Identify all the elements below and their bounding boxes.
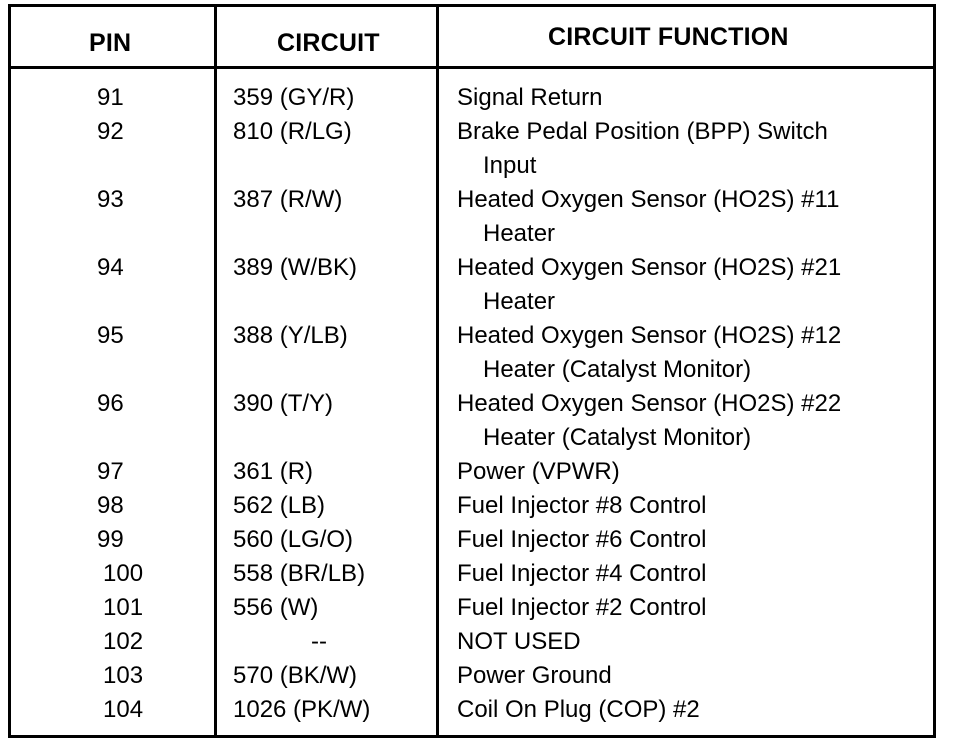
function-line: Fuel Injector #8 Control [457, 492, 707, 519]
function-line: Signal Return [457, 84, 603, 111]
pin-cell: 91 [97, 84, 124, 111]
function-line: Heater (Catalyst Monitor) [483, 356, 752, 383]
function-cell [457, 557, 706, 591]
pin-cell: 102 [103, 628, 144, 655]
circuit-cell: 560 (LG/O) [233, 526, 354, 553]
circuit-cell: 388 (Y/LB) [233, 322, 348, 349]
circuit-cell: 570 (BK/W) [233, 662, 358, 689]
column-divider-1 [214, 7, 217, 735]
pin-cell: 96 [97, 390, 124, 417]
header-pin: PIN [89, 29, 132, 57]
function-line: Power Ground [457, 662, 612, 689]
circuit-cell: 389 (W/BK) [233, 254, 358, 281]
circuit-cell: 361 (R) [233, 458, 314, 485]
header-circuit: CIRCUIT [277, 29, 380, 57]
function-line: Coil On Plug (COP) #2 [457, 696, 700, 723]
function-cell [457, 115, 828, 183]
pin-cell: 93 [97, 186, 124, 213]
pin-cell: 104 [103, 696, 144, 723]
function-cell [457, 387, 841, 455]
circuit-cell: 556 (W) [233, 594, 319, 621]
pin-cell: 98 [97, 492, 124, 519]
circuit-cell: 562 (LB) [233, 492, 326, 519]
function-line: Brake Pedal Position (BPP) Switch [457, 118, 828, 145]
pin-cell: 100 [103, 560, 144, 587]
circuit-cell: 810 (R/LG) [233, 118, 352, 145]
pin-cell: 103 [103, 662, 144, 689]
function-cell [457, 591, 706, 625]
function-cell [457, 319, 841, 387]
function-cell [457, 81, 602, 115]
function-line: Heated Oxygen Sensor (HO2S) #11 [457, 186, 840, 213]
function-line: Heater [483, 220, 556, 247]
pin-cell: 97 [97, 458, 124, 485]
function-line: Input [483, 152, 537, 179]
function-cell [457, 523, 706, 557]
function-cell [457, 183, 839, 251]
function-cell [457, 659, 612, 693]
function-cell [457, 455, 620, 489]
circuit-cell: -- [311, 628, 327, 655]
function-cell [457, 251, 841, 319]
circuit-cell: 1026 (PK/W) [233, 696, 371, 723]
pin-cell: 101 [103, 594, 144, 621]
header-circuit-function: CIRCUIT FUNCTION [548, 23, 789, 51]
function-cell [457, 625, 581, 659]
function-line: Fuel Injector #4 Control [457, 560, 707, 587]
column-divider-2 [436, 7, 439, 735]
function-line: Power (VPWR) [457, 458, 620, 485]
function-line: Heated Oxygen Sensor (HO2S) #22 [457, 390, 842, 417]
function-cell [457, 489, 706, 523]
function-line: Heater [483, 288, 556, 315]
function-line: Heated Oxygen Sensor (HO2S) #21 [457, 254, 842, 281]
function-line: Heated Oxygen Sensor (HO2S) #12 [457, 322, 842, 349]
function-line: Fuel Injector #2 Control [457, 594, 707, 621]
pin-table [8, 4, 936, 738]
function-line: Heater (Catalyst Monitor) [483, 424, 752, 451]
pin-cell: 94 [97, 254, 124, 281]
pin-cell: 95 [97, 322, 124, 349]
function-line: Fuel Injector #6 Control [457, 526, 707, 553]
circuit-cell: 359 (GY/R) [233, 84, 355, 111]
circuit-cell: 558 (BR/LB) [233, 560, 366, 587]
function-cell [457, 693, 700, 727]
circuit-cell: 387 (R/W) [233, 186, 343, 213]
table-header [11, 7, 933, 69]
pin-cell: 92 [97, 118, 124, 145]
pin-cell: 99 [97, 526, 124, 553]
function-line: NOT USED [457, 628, 581, 655]
circuit-cell: 390 (T/Y) [233, 390, 334, 417]
